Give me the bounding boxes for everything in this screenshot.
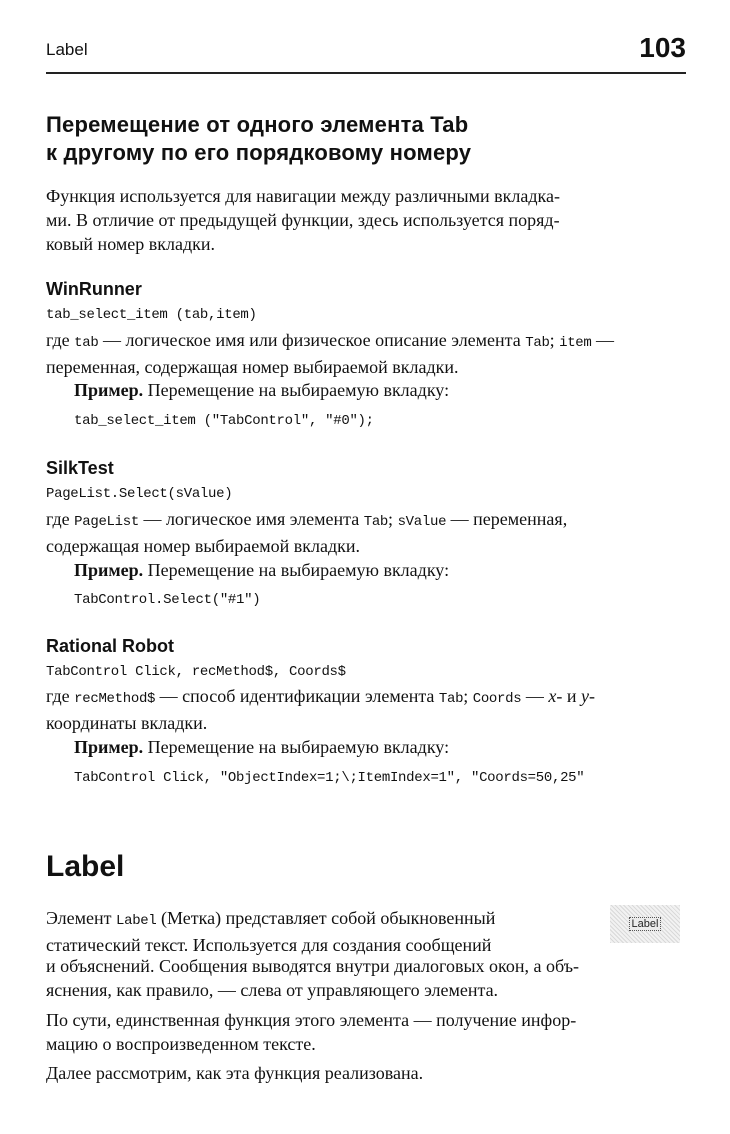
silktest-desc-line: содержащая номер выбираемой вкладки. [46,536,360,556]
label-para1-line [46,906,602,933]
silktest-heading: SilkTest [46,458,114,478]
text: - [588,686,595,706]
label-para3: Далее рассмотрим, как эта функция реализована. [46,1063,424,1083]
text: (Метка) представляет собой обыкновенный [156,908,496,928]
code-term: PageList [74,514,139,530]
code-term: item [559,335,592,351]
text: где [46,509,75,529]
rational-heading: Rational Robot [46,636,174,656]
label-para1-top [46,906,602,957]
code-term: Tab [438,691,464,707]
code-term: tab [74,335,99,351]
intro-line: ковый номер вкладки. [46,234,215,254]
text: — логическое имя элемента [138,509,364,529]
code-term: sValue [397,514,447,530]
intro-paragraph [46,184,686,256]
example-label: Пример. [74,737,144,757]
text: — [521,686,549,706]
math-var: y [580,686,589,706]
running-title: Label [46,40,88,59]
section-heading-line2: к другому по его порядковому номеру [46,140,472,165]
silktest-example-code: TabControl.Select("#1") [74,592,261,608]
label-para1-line: и объяснений. Сообщения выводятся внутри диалоговых окон, а объ- [46,956,580,976]
text: ; [463,686,473,706]
label-para2-line: мацию о воспроизведенном тексте. [46,1034,316,1054]
code-term: Tab [363,514,389,530]
text: ; [388,509,398,529]
silktest-example [74,558,449,582]
silktest-syntax: PageList.Select(sValue) [46,486,233,502]
rational-example [74,735,449,759]
page-number: 103 [639,32,686,63]
text: Элемент [46,908,116,928]
code-term: recMethod$ [74,691,156,707]
text: — переменная, [446,509,568,529]
rational-desc-line: координаты вкладки. [46,713,208,733]
text: — способ идентификации элемента [155,686,439,706]
example-text: Перемещение на выбираемую вкладку: [143,560,450,580]
text: — [591,330,614,350]
text: где [46,686,75,706]
section-heading-line1: Перемещение от одного элемента Tab [46,112,469,137]
label-para2-line: По сути, единственная функция этого элемента — получение инфор- [46,1010,577,1030]
math-var: x [548,686,557,706]
code-term: Tab [525,335,550,351]
winrunner-example [74,378,449,402]
winrunner-desc-line: переменная, содержащая номер выбираемой вкладки. [46,357,459,377]
label-para1-line: статический текст. Используется для создания сообщений [46,935,492,955]
text: - и [556,686,581,706]
text: ; [549,330,560,350]
code-term: Coords [472,691,522,707]
label-para1-line: яснения, как правило, — слева от управляющего элемента. [46,980,499,1000]
label-control-illustration [610,905,680,943]
winrunner-example-code: tab_select_item ("TabControl", "#0"); [74,413,374,429]
example-text: Перемещение на выбираемую вкладку: [143,380,450,400]
code-term: Label [116,913,157,929]
rational-description [46,684,686,735]
label-para1-bottom [46,954,686,1002]
chapter-heading: Label [46,850,125,883]
winrunner-description [46,328,686,379]
example-text: Перемещение на выбираемую вкладку: [143,737,450,757]
intro-line: ми. В отличие от предыдущей функции, здесь используется поряд- [46,210,560,230]
intro-line: Функция используется для навигации между различными вкладка- [46,186,560,206]
example-label: Пример. [74,560,144,580]
rational-syntax: TabControl Click, recMethod$, Coords$ [46,664,346,680]
winrunner-desc-line [46,328,686,355]
silktest-desc-line [46,507,686,534]
silktest-description [46,507,686,558]
header-rule [46,72,686,74]
label-para2 [46,1008,686,1056]
rational-example-code: TabControl Click, "ObjectIndex=1;\;ItemIndex=1", "Coords=50,25" [74,770,585,786]
winrunner-heading: WinRunner [46,279,142,299]
text: где [46,330,75,350]
rational-desc-line [46,684,686,711]
text: — логическое имя или физическое описание элемента [98,330,526,350]
winrunner-syntax: tab_select_item (tab,item) [46,307,257,323]
example-label: Пример. [74,380,144,400]
label-illustration-text: Label [629,917,662,931]
